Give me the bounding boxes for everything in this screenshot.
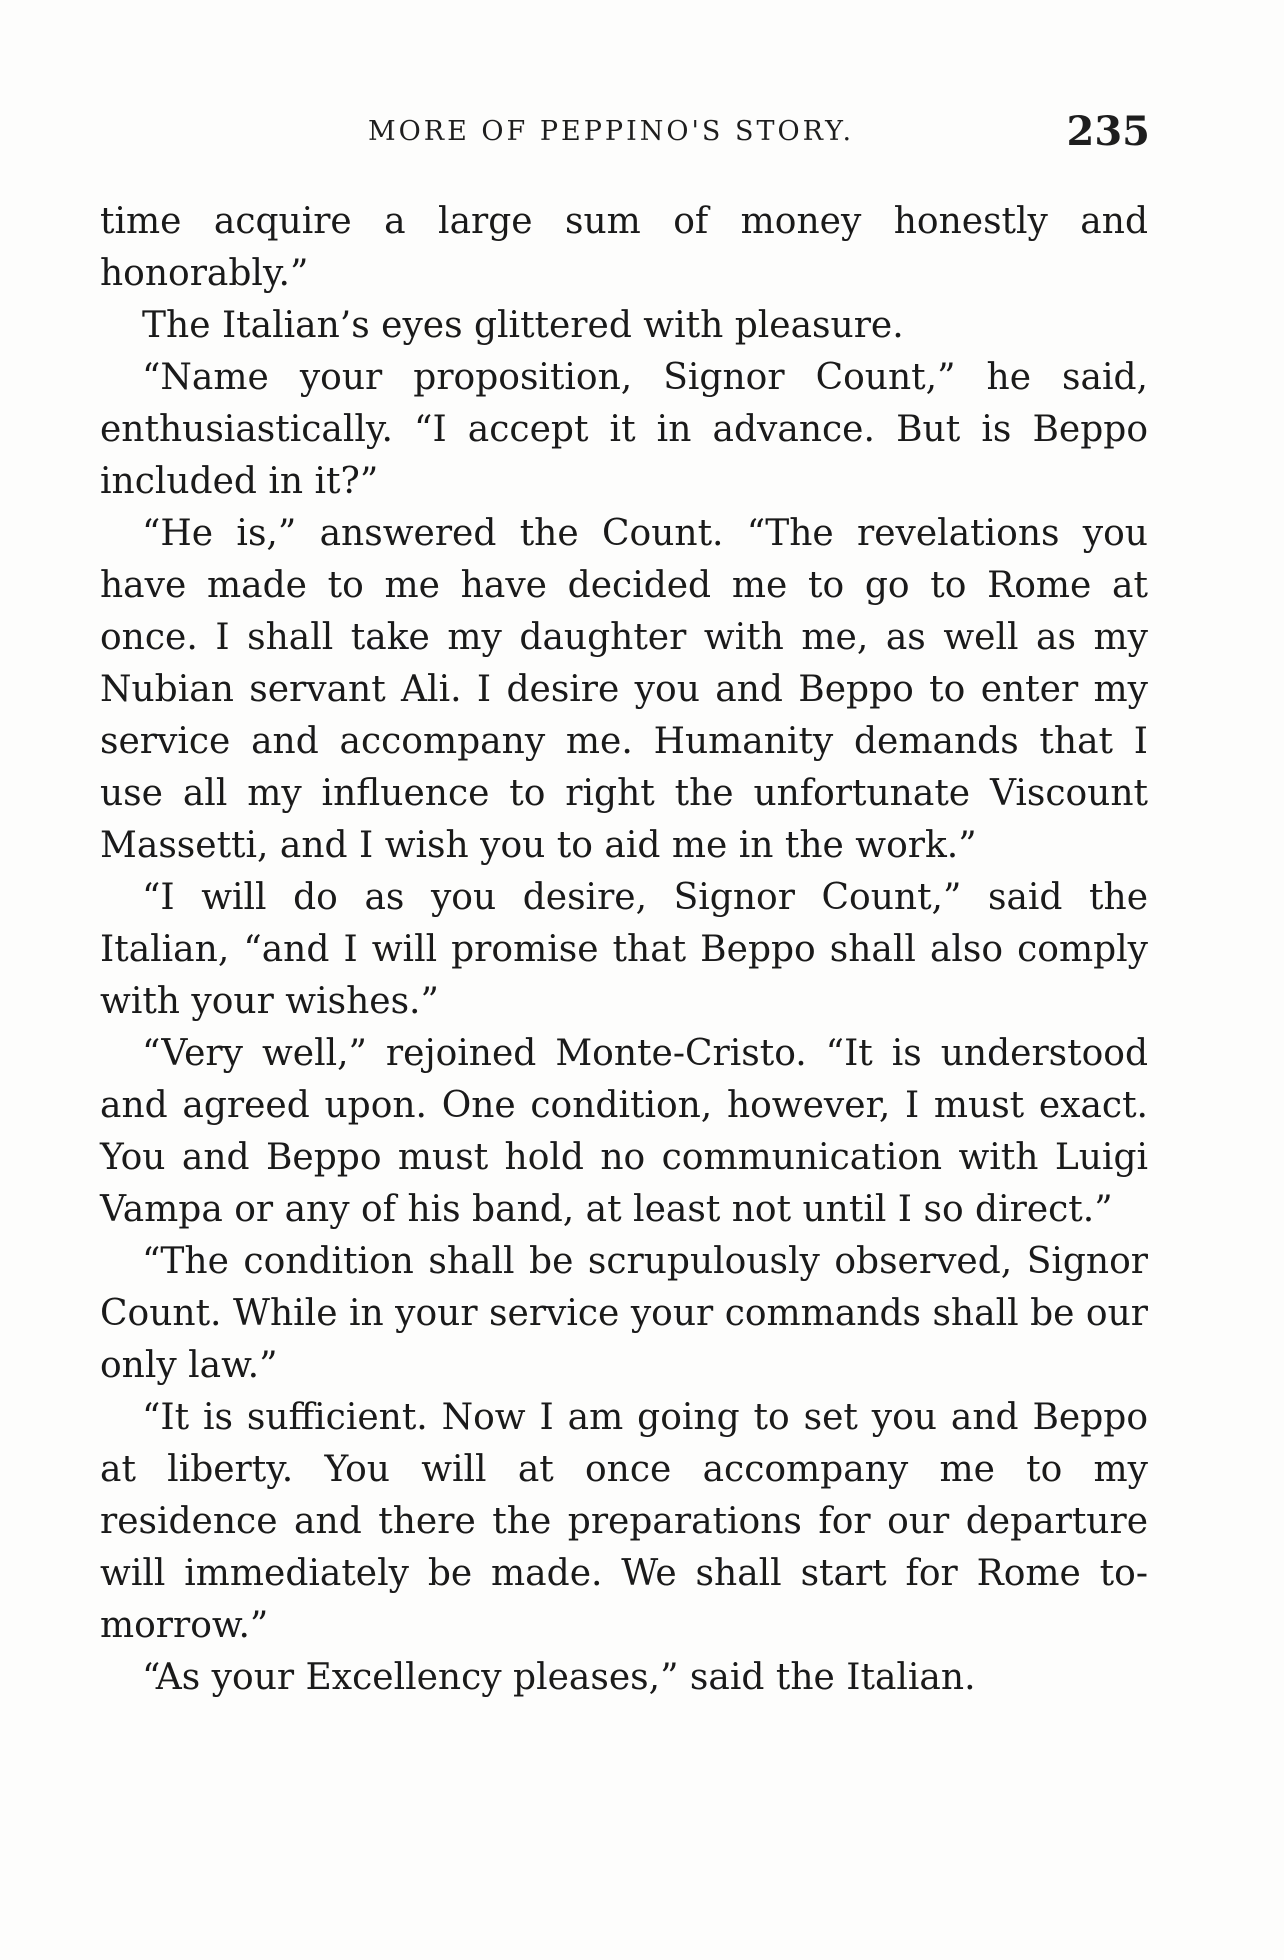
running-head: MORE OF PEPPINO'S STORY. [368,116,855,147]
paragraph: “Name your proposition, Signor Count,” he said, enthusiastically. “I accept it in advance. But is Beppo included in it?” [100,357,1148,502]
paragraph: “He is,” answered the Count. “The revelations you have made to me have decided me to go to Rome at once. I shall take my daughter with me, as well as my Nubian servant Ali. I desire you and Beppo to enter my service and accompany me. Humanity demands that I use all my influence to right the unfortunate Viscount Massetti, and I wish you to aid me in the work.” [100,513,1148,866]
paragraph: “It is sufficient. Now I am going to set you and Beppo at liberty. You will at once accompany me to my residence and there the preparations for our departure will immediately be made. We shall start for Rome to-morrow.” [100,1397,1148,1646]
paragraph: “As your Excellency pleases,” said the Italian. [142,1657,976,1698]
page-header [100,108,1150,158]
body-text [100,196,1148,1704]
page-number: 235 [1066,108,1150,155]
paragraph: The Italian’s eyes glittered with pleasure. [142,305,904,346]
paragraph: “Very well,” rejoined Monte-Cristo. “It is understood and agreed upon. One condition, however, I must exact. You and Beppo must hold no communication with Luigi Vampa or any of his band, at least not until I so direct.” [100,1033,1148,1230]
paragraph: “The condition shall be scrupulously observed, Signor Count. While in your service your commands shall be our only law.” [100,1241,1148,1386]
paragraph: time acquire a large sum of money honestly and honorably.” [100,201,1148,294]
paragraph: “I will do as you desire, Signor Count,” said the Italian, “and I will promise that Beppo shall also comply with your wishes.” [100,877,1148,1022]
